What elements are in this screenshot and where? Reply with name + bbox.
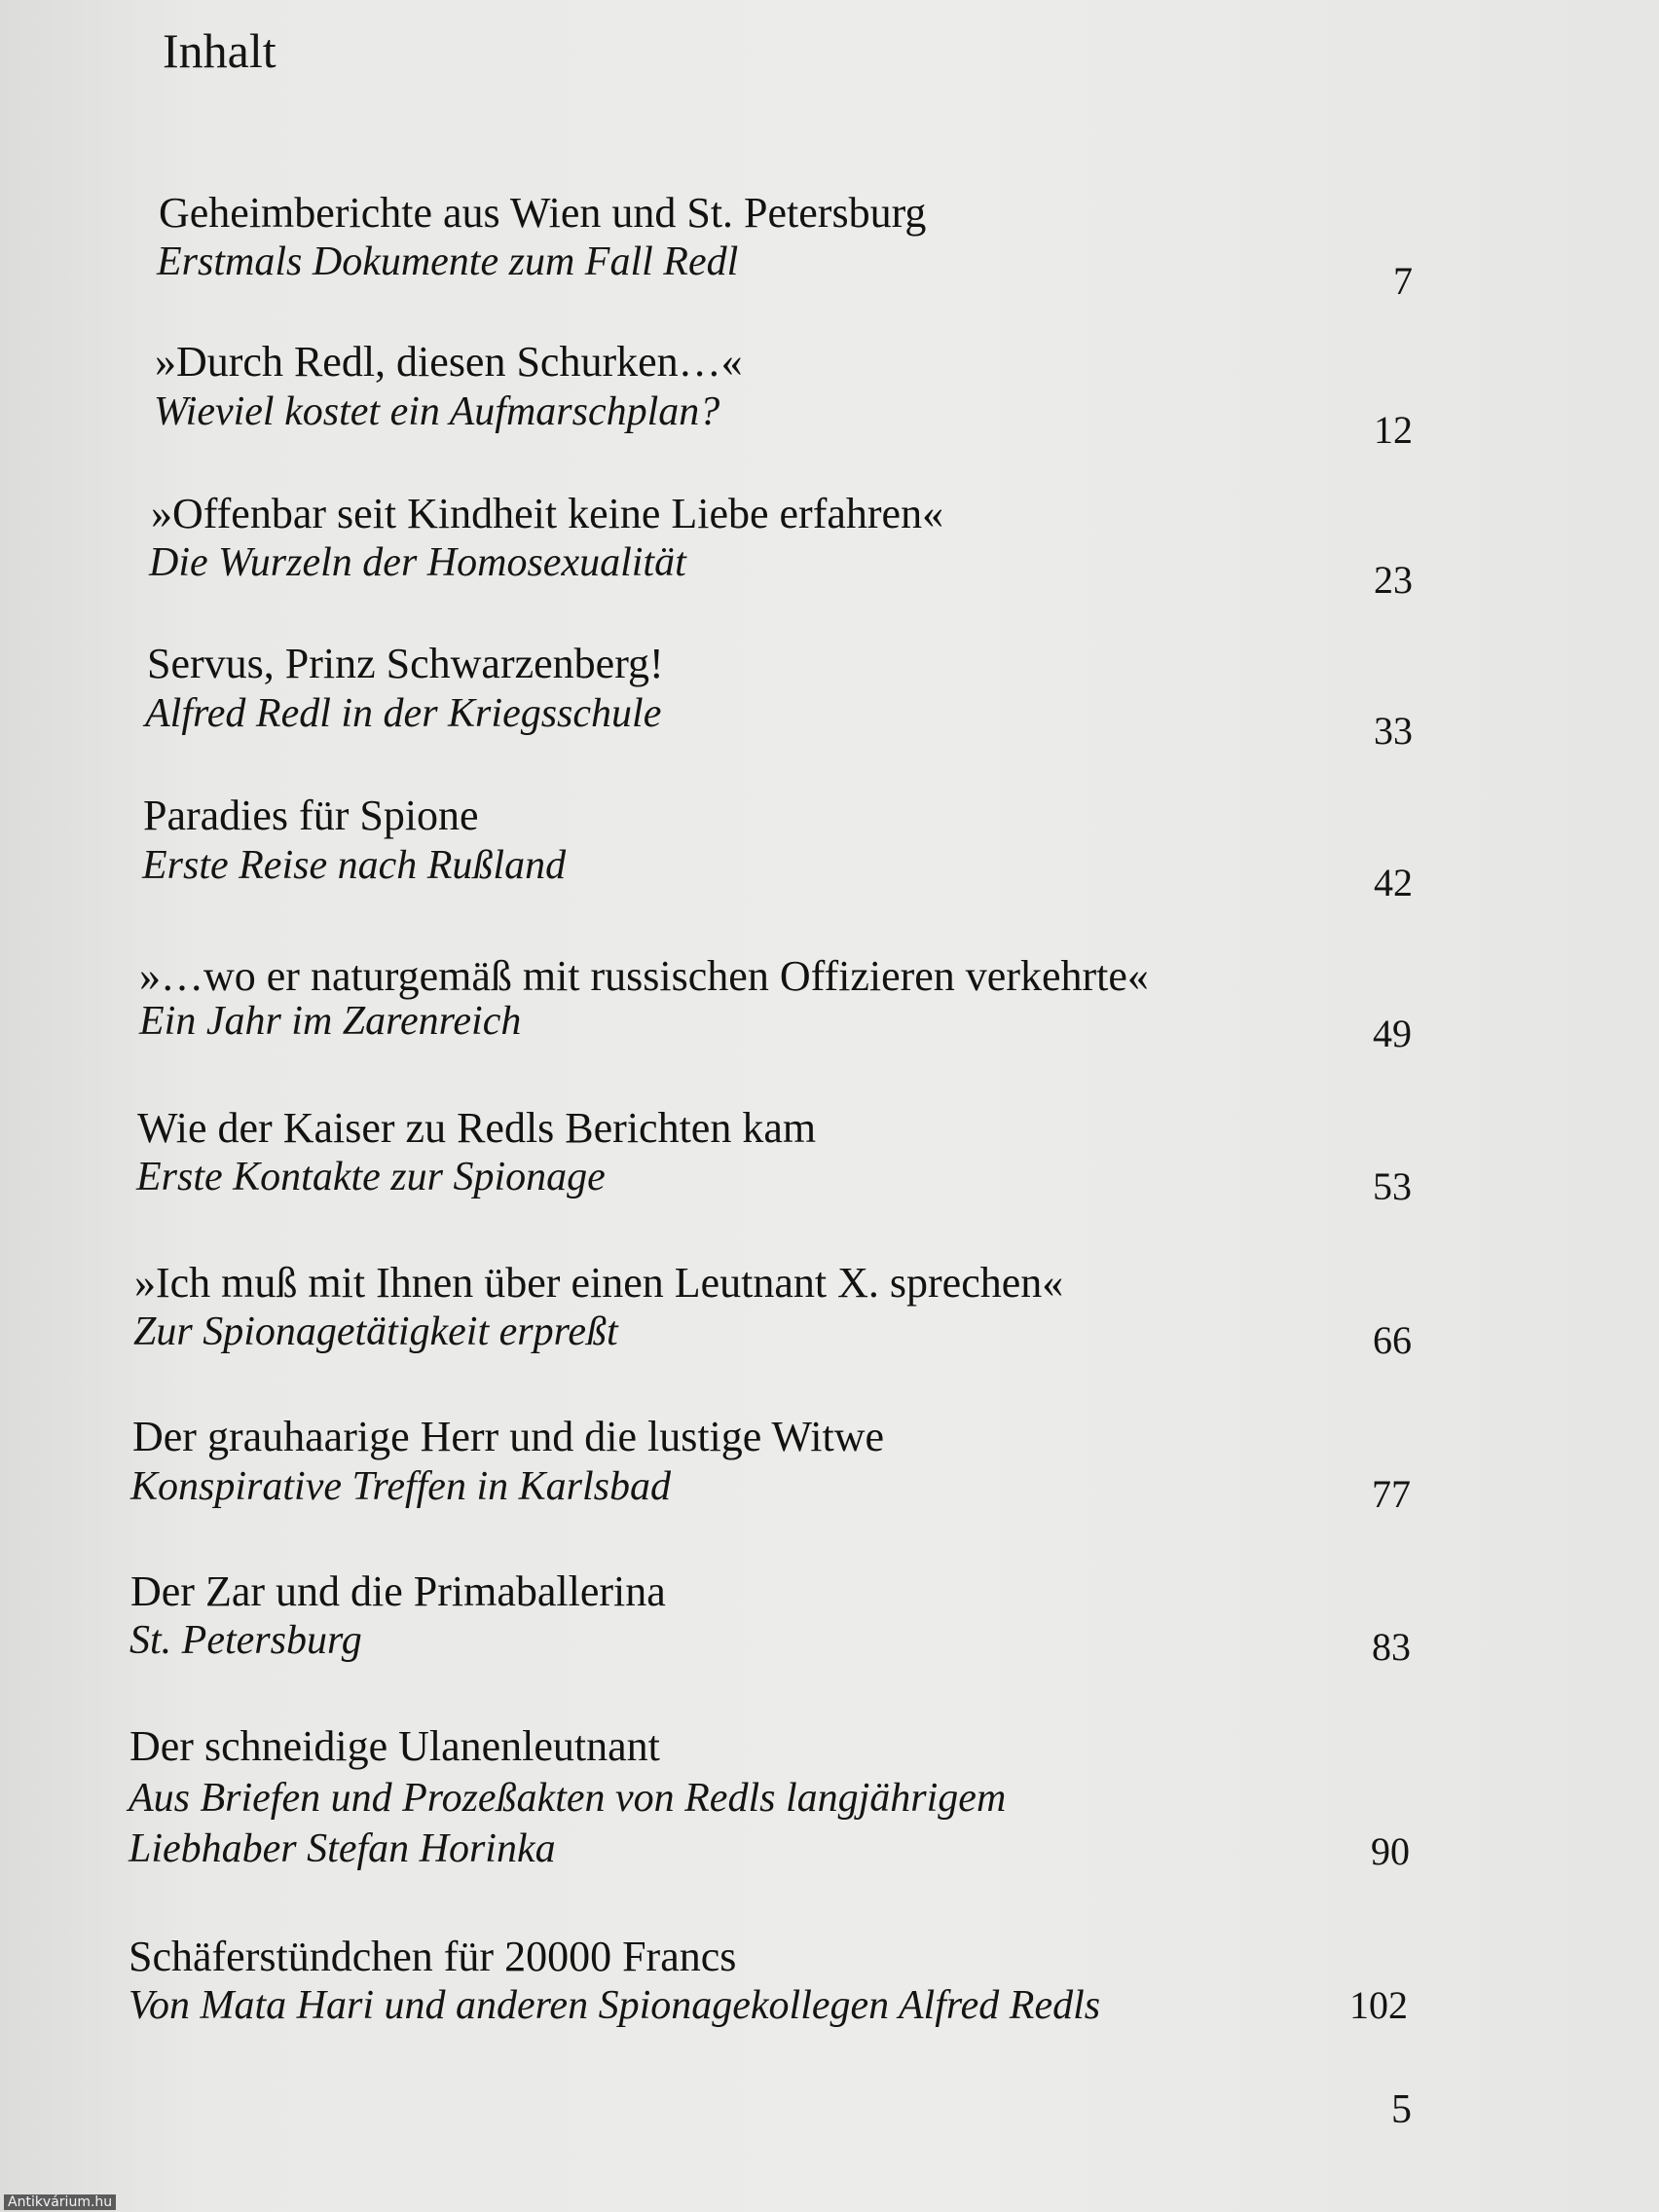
toc-entry-page-number: 7 <box>1393 259 1413 303</box>
toc-entry-subtitle: St. Petersburg <box>129 1618 362 1663</box>
toc-entry-heading: »Ich muß mit Ihnen über einen Leutnant X. sprechen« <box>134 1259 1064 1307</box>
toc-entry-subtitle: Zur Spionagetätigkeit erpreßt <box>133 1309 618 1354</box>
toc-entry-subtitle: Alfred Redl in der Kriegsschule <box>145 691 662 736</box>
toc-entry-page-number: 23 <box>1374 558 1413 602</box>
toc-entry-page-number: 83 <box>1372 1625 1411 1669</box>
toc-entry-subtitle: Erstmals Dokumente zum Fall Redl <box>157 240 739 284</box>
toc-entry-subtitle: Ein Jahr im Zarenreich <box>139 999 522 1044</box>
toc-entry-page-number: 66 <box>1373 1318 1412 1362</box>
toc-entry-heading: Der Zar und die Primaballerina <box>130 1567 666 1615</box>
toc-entry-page-number: 49 <box>1373 1012 1412 1055</box>
toc-entry-heading: Der schneidige Ulanenleutnant <box>129 1722 660 1770</box>
toc-entry-subtitle: Von Mata Hari und anderen Spionagekollegen Alfred Redls <box>129 1983 1101 2028</box>
folio-page-number: 5 <box>1391 2087 1412 2132</box>
toc-entry-heading: Paradies für Spione <box>143 792 479 839</box>
toc-entry-heading: Wie der Kaiser zu Redls Berichten kam <box>137 1104 817 1152</box>
toc-entry-subtitle: Wieviel kostet ein Aufmarschplan? <box>154 389 720 434</box>
toc-entry-heading: Der grauhaarige Herr und die lustige Witwe <box>132 1413 885 1460</box>
toc-entry-page-number: 12 <box>1374 408 1413 452</box>
toc-entry-subtitle: Die Wurzeln der Homosexualität <box>149 540 686 585</box>
toc-entry-heading: »…wo er naturgemäß mit russischen Offizieren verkehrte« <box>139 952 1149 1000</box>
toc-entry-heading: Geheimberichte aus Wien und St. Petersburg <box>159 189 927 237</box>
toc-entry-page-number: 90 <box>1371 1829 1410 1873</box>
toc-entry-subtitle: Aus Briefen und Prozeßakten von Redls langjährigem <box>129 1776 1007 1821</box>
toc-entry-heading: Servus, Prinz Schwarzenberg! <box>147 640 664 687</box>
toc-entry-heading: Schäferstündchen für 20000 Francs <box>129 1933 737 1980</box>
toc-entry-page-number: 102 <box>1349 1983 1408 2027</box>
toc-entry-subtitle: Liebhaber Stefan Horinka <box>129 1826 556 1871</box>
toc-entry-subtitle: Erste Kontakte zur Spionage <box>136 1155 606 1199</box>
toc-entry-heading: »Offenbar seit Kindheit keine Liebe erfahren« <box>151 490 944 537</box>
toc-entry-subtitle: Konspirative Treffen in Karlsbad <box>130 1464 671 1509</box>
toc-entry-page-number: 33 <box>1374 709 1413 753</box>
watermark: Antikvárium.hu <box>4 2194 116 2210</box>
toc-entry-subtitle: Erste Reise nach Rußland <box>142 843 567 888</box>
page-title: Inhalt <box>163 23 276 78</box>
toc-entry-heading: »Durch Redl, diesen Schurken…« <box>155 338 743 386</box>
toc-entry-page-number: 42 <box>1374 861 1413 904</box>
toc-entry-page-number: 53 <box>1373 1164 1412 1208</box>
toc-entry-page-number: 77 <box>1372 1472 1411 1516</box>
